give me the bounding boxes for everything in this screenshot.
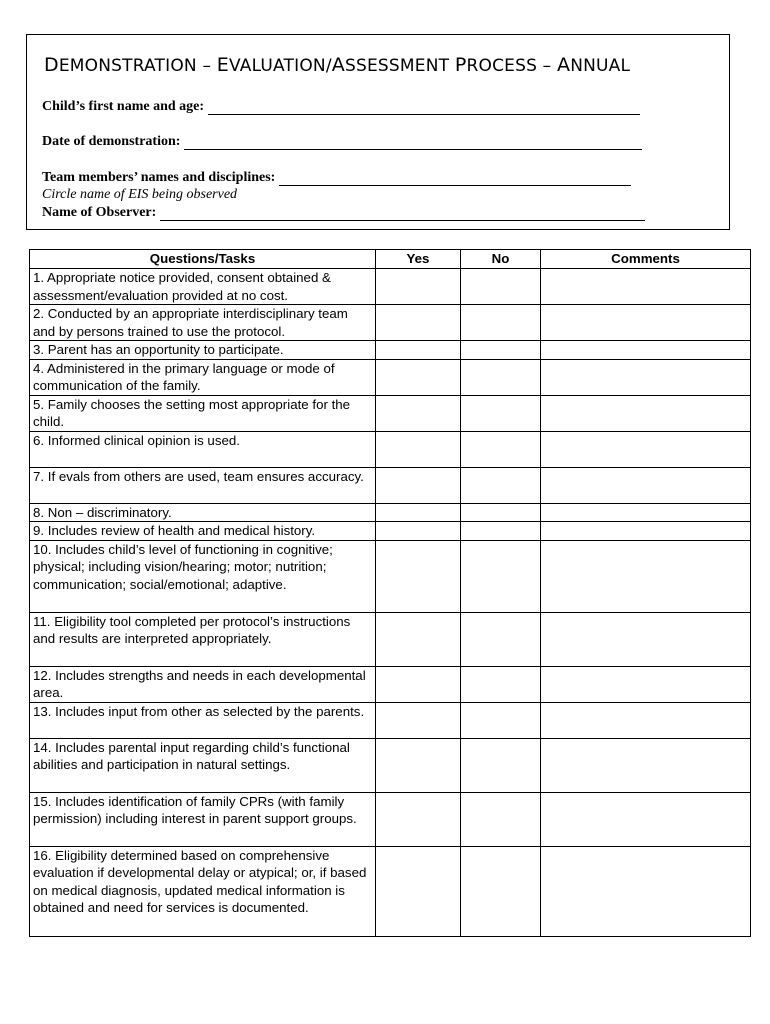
- comments-cell[interactable]: [541, 341, 751, 360]
- child-name-line[interactable]: [208, 100, 640, 115]
- header-questions: Questions/Tasks: [30, 250, 376, 269]
- circle-note: Circle name of EIS being observed: [42, 187, 238, 202]
- table-row: [30, 846, 751, 936]
- child-name-field[interactable]: [42, 99, 640, 115]
- no-cell[interactable]: [461, 702, 541, 738]
- team-line[interactable]: [279, 171, 631, 186]
- no-cell[interactable]: [461, 503, 541, 522]
- no-cell[interactable]: [461, 846, 541, 936]
- question-cell: 1. Appropriate notice provided, consent obtained & assessment/evaluation provided at no cost.: [30, 269, 376, 305]
- header-no: No: [461, 250, 541, 269]
- table-row: [30, 738, 751, 792]
- comments-cell[interactable]: [541, 467, 751, 503]
- checklist-table: [29, 249, 751, 937]
- no-cell[interactable]: [461, 359, 541, 395]
- comments-cell[interactable]: [541, 269, 751, 305]
- yes-cell[interactable]: [376, 846, 461, 936]
- no-cell[interactable]: [461, 540, 541, 612]
- table-header-row: [30, 250, 751, 269]
- question-cell: 7. If evals from others are used, team ensures accuracy.: [30, 467, 376, 503]
- question-cell: 12. Includes strengths and needs in each developmental area.: [30, 666, 376, 702]
- question-cell: 10. Includes child’s level of functioning in cognitive; physical; including vision/hearing; motor; nutrition; communication; social/emotional; adaptive.: [30, 540, 376, 612]
- table-row: [30, 540, 751, 612]
- table-row: [30, 467, 751, 503]
- table-row: [30, 341, 751, 360]
- question-cell: 5. Family chooses the setting most appropriate for the child.: [30, 395, 376, 431]
- date-label: Date of demonstration:: [42, 134, 181, 149]
- comments-cell[interactable]: [541, 395, 751, 431]
- question-cell: 15. Includes identification of family CPRs (with family permission) including interest in parent support groups.: [30, 792, 376, 846]
- yes-cell[interactable]: [376, 792, 461, 846]
- table-row: [30, 792, 751, 846]
- comments-cell[interactable]: [541, 431, 751, 467]
- comments-cell[interactable]: [541, 612, 751, 666]
- comments-cell[interactable]: [541, 846, 751, 936]
- team-label: Team members’ names and disciplines:: [42, 170, 276, 185]
- table-row: [30, 503, 751, 522]
- no-cell[interactable]: [461, 738, 541, 792]
- date-line[interactable]: [184, 135, 642, 150]
- no-cell[interactable]: [461, 792, 541, 846]
- question-cell: 3. Parent has an opportunity to participate.: [30, 341, 376, 360]
- table-row: [30, 305, 751, 341]
- yes-cell[interactable]: [376, 522, 461, 541]
- no-cell[interactable]: [461, 305, 541, 341]
- table-row: [30, 431, 751, 467]
- child-name-label: Child’s first name and age:: [42, 99, 205, 114]
- yes-cell[interactable]: [376, 702, 461, 738]
- table-row: [30, 666, 751, 702]
- table-row: [30, 522, 751, 541]
- yes-cell[interactable]: [376, 467, 461, 503]
- date-field[interactable]: [42, 134, 642, 150]
- question-cell: 16. Eligibility determined based on comprehensive evaluation if developmental delay or atypical; or, if based on medical diagnosis, updated medical information is obtained and need for services is documented.: [30, 846, 376, 936]
- comments-cell[interactable]: [541, 792, 751, 846]
- yes-cell[interactable]: [376, 341, 461, 360]
- comments-cell[interactable]: [541, 522, 751, 541]
- header-comments: Comments: [541, 250, 751, 269]
- question-cell: 6. Informed clinical opinion is used.: [30, 431, 376, 467]
- table-row: [30, 359, 751, 395]
- team-field[interactable]: [42, 170, 631, 186]
- yes-cell[interactable]: [376, 269, 461, 305]
- comments-cell[interactable]: [541, 738, 751, 792]
- question-cell: 11. Eligibility tool completed per protocol’s instructions and results are interpreted appropriately.: [30, 612, 376, 666]
- question-cell: 13. Includes input from other as selected by the parents.: [30, 702, 376, 738]
- observer-label: Name of Observer:: [42, 205, 157, 220]
- no-cell[interactable]: [461, 269, 541, 305]
- yes-cell[interactable]: [376, 666, 461, 702]
- yes-cell[interactable]: [376, 540, 461, 612]
- yes-cell[interactable]: [376, 359, 461, 395]
- form-header-box: [26, 34, 730, 230]
- yes-cell[interactable]: [376, 738, 461, 792]
- no-cell[interactable]: [461, 522, 541, 541]
- form-title: DEMONSTRATION – EVALUATION/ASSESSMENT PROCESS – ANNUAL: [44, 54, 631, 76]
- table-row: [30, 612, 751, 666]
- question-cell: 4. Administered in the primary language or mode of communication of the family.: [30, 359, 376, 395]
- no-cell[interactable]: [461, 341, 541, 360]
- comments-cell[interactable]: [541, 503, 751, 522]
- table-row: [30, 395, 751, 431]
- header-yes: Yes: [376, 250, 461, 269]
- question-cell: 8. Non – discriminatory.: [30, 503, 376, 522]
- no-cell[interactable]: [461, 395, 541, 431]
- no-cell[interactable]: [461, 612, 541, 666]
- observer-line[interactable]: [160, 206, 645, 221]
- observer-field[interactable]: [42, 205, 645, 221]
- table-row: [30, 702, 751, 738]
- yes-cell[interactable]: [376, 503, 461, 522]
- yes-cell[interactable]: [376, 305, 461, 341]
- comments-cell[interactable]: [541, 666, 751, 702]
- comments-cell[interactable]: [541, 359, 751, 395]
- question-cell: 2. Conducted by an appropriate interdisciplinary team and by persons trained to use the protocol.: [30, 305, 376, 341]
- comments-cell[interactable]: [541, 702, 751, 738]
- yes-cell[interactable]: [376, 395, 461, 431]
- yes-cell[interactable]: [376, 612, 461, 666]
- no-cell[interactable]: [461, 467, 541, 503]
- question-cell: 9. Includes review of health and medical history.: [30, 522, 376, 541]
- no-cell[interactable]: [461, 666, 541, 702]
- table-row: [30, 269, 751, 305]
- yes-cell[interactable]: [376, 431, 461, 467]
- question-cell: 14. Includes parental input regarding child’s functional abilities and participation in natural settings.: [30, 738, 376, 792]
- comments-cell[interactable]: [541, 305, 751, 341]
- comments-cell[interactable]: [541, 540, 751, 612]
- no-cell[interactable]: [461, 431, 541, 467]
